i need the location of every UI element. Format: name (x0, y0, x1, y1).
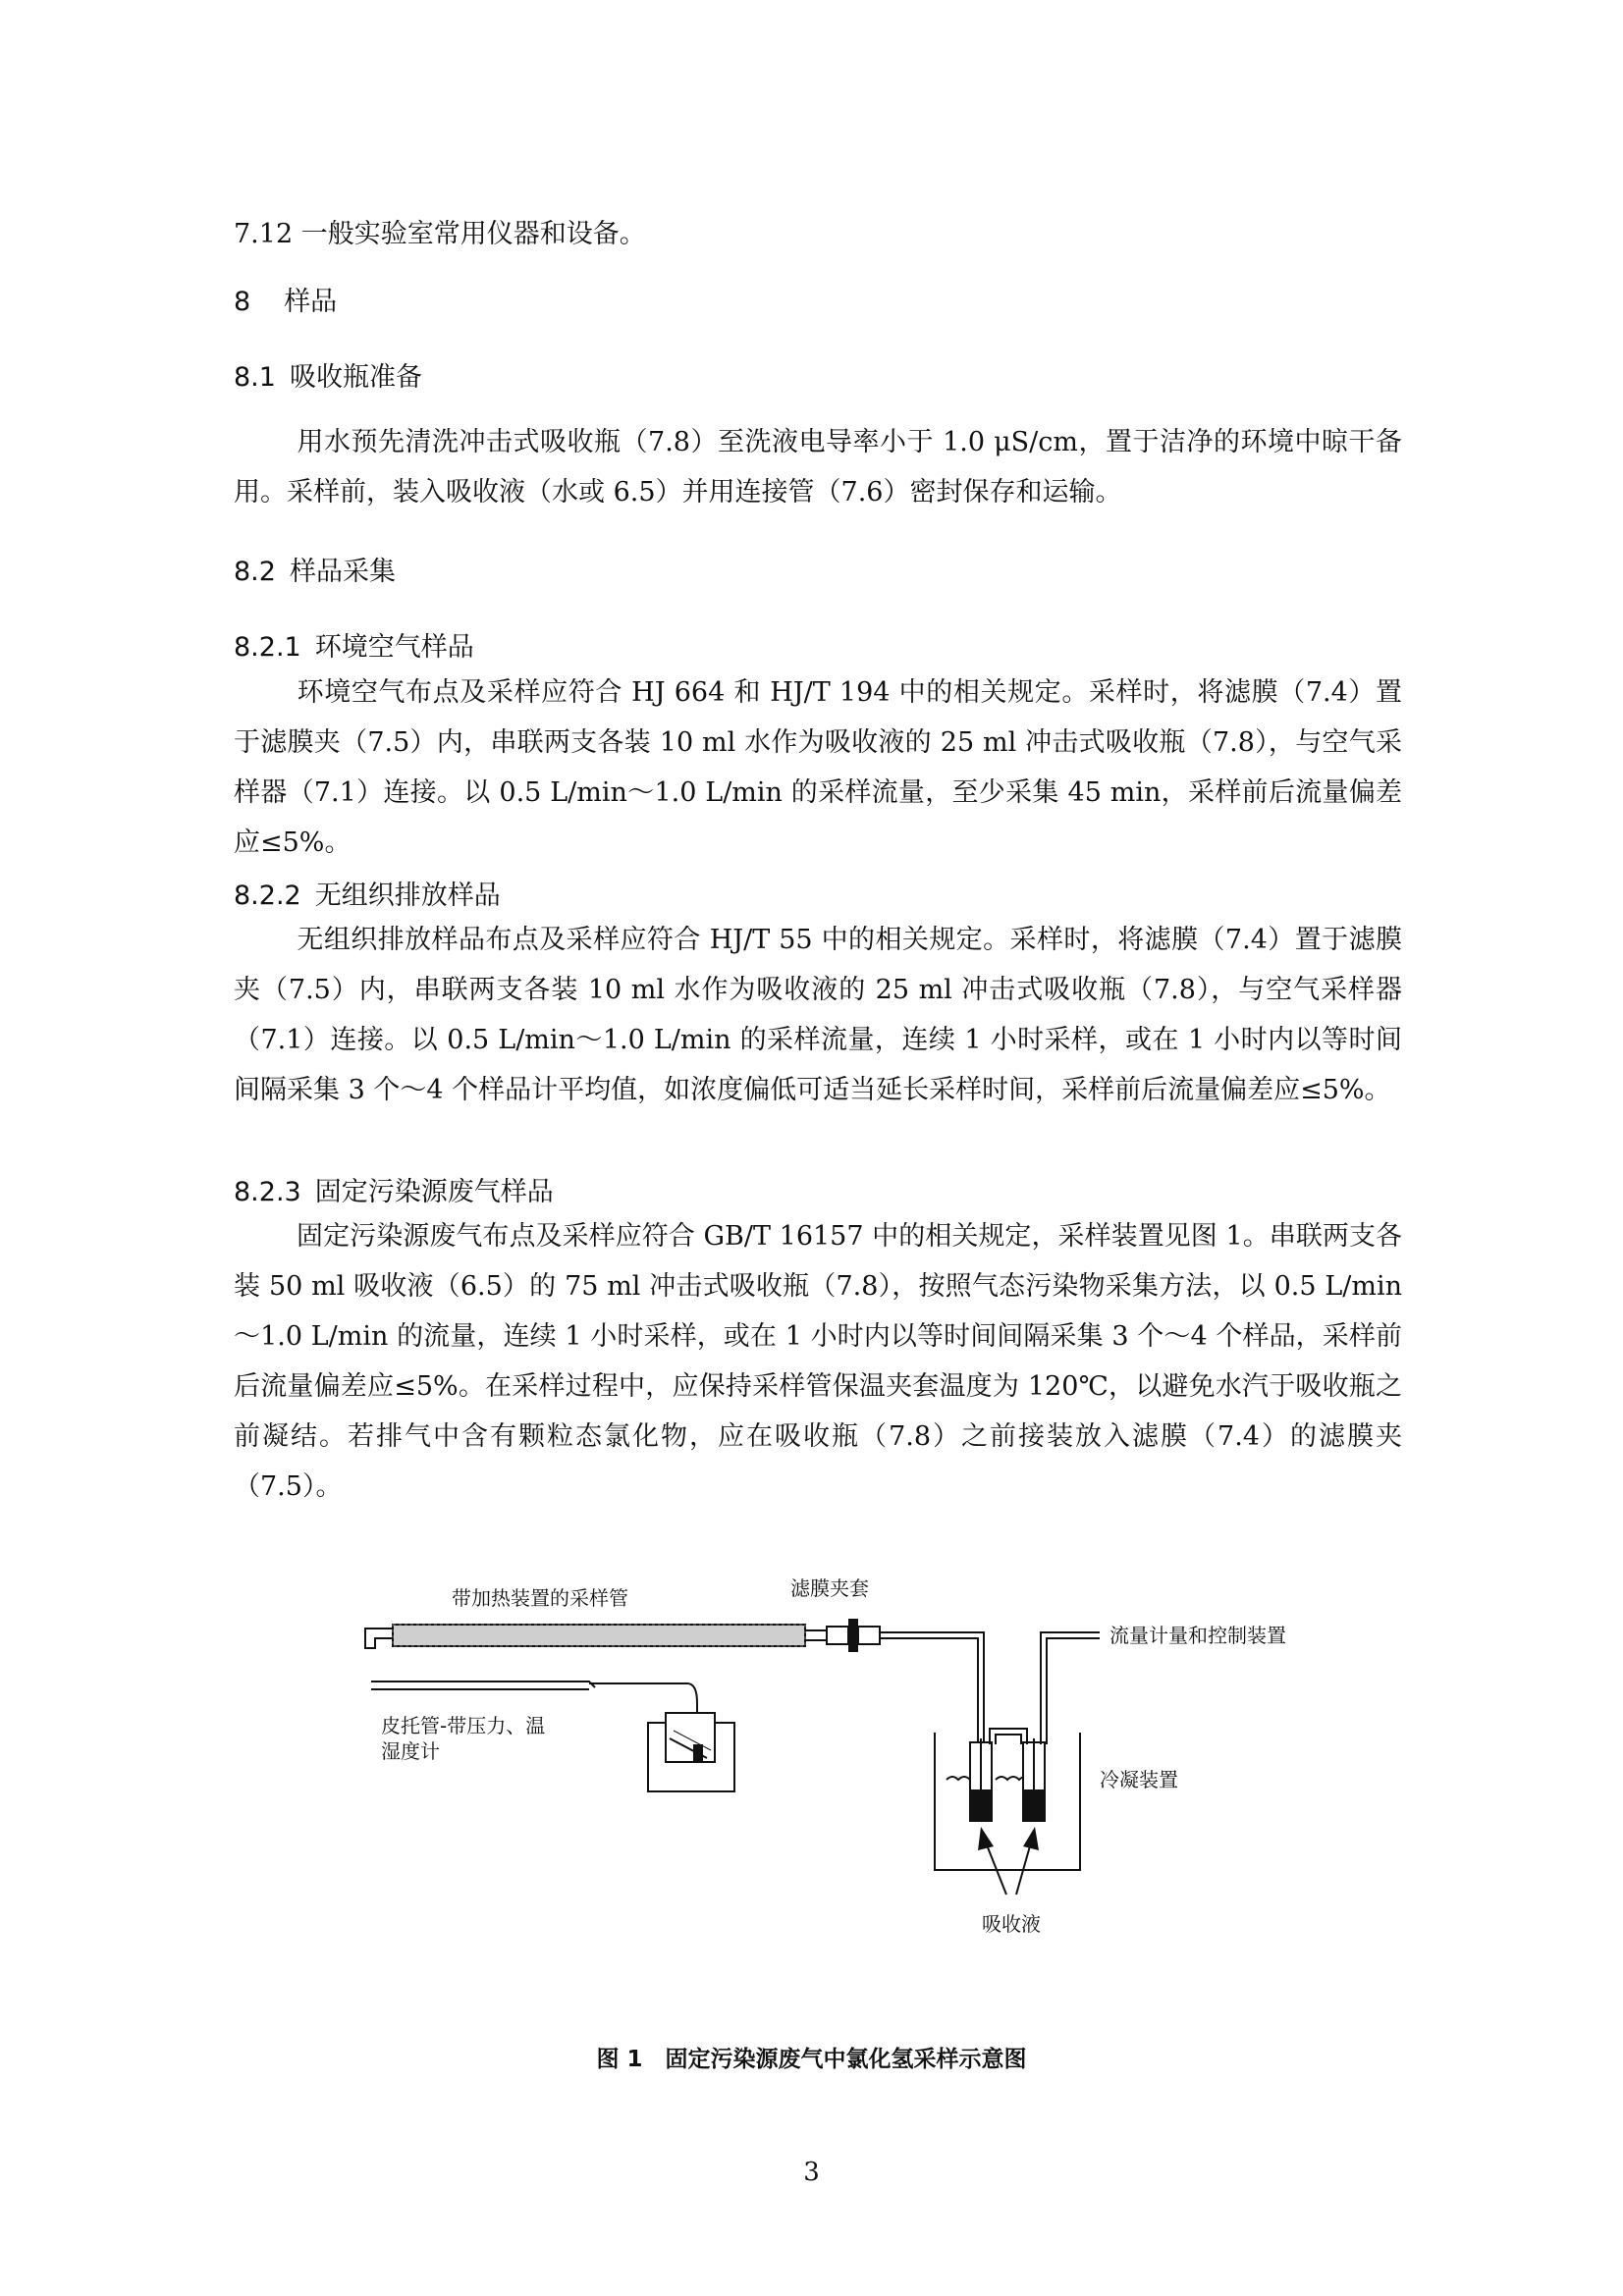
section-8-2-heading (234, 550, 396, 588)
clause-7-12: 7.12 一般实验室常用仪器和设备。 (234, 219, 646, 249)
impinger-bottle-1 (970, 1738, 992, 1821)
section-title: 吸收瓶准备 (289, 362, 422, 393)
label-pitot-line2: 湿度计 (381, 1739, 440, 1763)
section-title: 样品采集 (289, 557, 396, 587)
page-number: 3 (803, 2158, 820, 2187)
section-number: 8.2.2 (234, 881, 301, 911)
sampling-apparatus-figure (353, 1566, 1296, 1949)
label-pitot-line1: 皮托管-带压力、温 (381, 1714, 546, 1737)
paragraph-8-2-3: 固定污染源废气布点及采样应符合 GB/T 16157 中的相关规定，采样装置见图 1。串联两支各装 50 ml 吸收液（6.5）的 75 ml 冲击式吸收瓶（7.8），按照气态污染物采集方法，以 0.5 L/min～1.0 L/min 的流量，连续 1 小时采样，或在 1 小时内以等时间间隔采集 3 个～4 个样品，采样前后流量偏差应≤5%。在采样过程中，应保持采样管保温夹套温度为 120℃，以避免水汽于吸收瓶之前凝结。若排气中含有颗粒态氯化物，应在吸收瓶（7.8）之前接装放入滤膜（7.4）的滤膜夹（7.5）。 (234, 1221, 1402, 1502)
section-number: 8 (234, 287, 251, 317)
label-condenser: 冷凝装置 (1100, 1768, 1178, 1791)
section-number: 8.1 (234, 362, 276, 393)
impinger-bottle-2 (1023, 1738, 1045, 1821)
paragraph-8-1: 用水预先清洗冲击式吸收瓶（7.8）至洗液电导率小于 1.0 μS/cm，置于洁净的环境中晾干备用。采样前，装入吸收液（水或 6.5）并用连接管（7.6）密封保存和运输。 (234, 427, 1402, 507)
label-flow-control: 流量计量和控制装置 (1109, 1624, 1286, 1647)
paragraph-8-2-2: 无组织排放样品布点及采样应符合 HJ/T 55 中的相关规定。采样时，将滤膜（7.4）置于滤膜夹（7.5）内，串联两支各装 10 ml 水作为吸收液的 25 ml 冲击式吸收瓶（7.8），与空气采样器（7.1）连接。以 0.5 L/min～1.0 L/min 的采样流量，连续 1 小时采样，或在 1 小时内以等时间间隔采集 3 个～4 个样品计平均值，如浓度偏低可适当延长采样时间，采样前后流量偏差应≤5%。 (234, 925, 1402, 1105)
section-title: 无组织排放样品 (314, 881, 501, 911)
section-8-2-2-heading (234, 874, 501, 912)
section-8-heading (234, 280, 337, 318)
section-number: 8.2 (234, 557, 276, 587)
section-title: 环境空气样品 (314, 632, 474, 663)
label-absorbent: 吸收液 (982, 1912, 1041, 1936)
section-8-1-heading (234, 355, 422, 394)
section-number: 8.2.1 (234, 632, 301, 663)
section-title: 固定污染源废气样品 (314, 1177, 554, 1207)
section-8-2-3-heading (234, 1170, 554, 1208)
absorbent-arrows (978, 1827, 1039, 1895)
filter-holder (827, 1619, 880, 1652)
label-filter-holder: 滤膜夹套 (790, 1576, 869, 1600)
paragraph-8-2-1: 环境空气布点及采样应符合 HJ 664 和 HJ/T 194 中的相关规定。采样时，将滤膜（7.4）置于滤膜夹（7.5）内，串联两支各装 10 ml 水作为吸收液的 25 ml 冲击式吸收瓶（7.8），与空气采样器（7.1）连接。以 0.5 L/min～1.0 L/min 的采样流量，至少采集 45 min，采样前后流量偏差应≤5%。 (234, 677, 1402, 858)
section-number: 8.2.3 (234, 1177, 301, 1207)
label-heated-probe: 带加热装置的采样管 (452, 1586, 628, 1610)
heated-probe (365, 1625, 827, 1648)
section-title: 样品 (284, 287, 338, 317)
figure-caption: 图 1 固定污染源废气中氯化氢采样示意图 (596, 2047, 1027, 2072)
condenser-bath (935, 1733, 1080, 1870)
section-8-2-1-heading (234, 625, 474, 664)
